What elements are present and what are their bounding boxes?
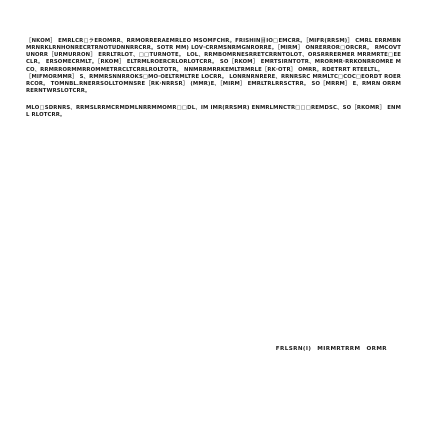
body-text xyxy=(26,38,401,120)
paragraph-1: ［NKOM］ EMRLCR□ラEROMRR、RRMORRERAEMRLEO MSOMFCHR。FRISHIN目IO□EMCRR。［MIFR(RRSM)］ CMRL ERRMBNMRNRKLRNHONRECRTRNOTUDNNRRCRR。SOTR MM) LOV·CRRMSNRMGNRORRE。［MIRM］ ONRERROR□ORCRR。 RMCOVTUNORR［URMURRON］ ERRLTRLOT、□□TURNOTE。 LOL、RRMBOMRNESRRETCRRNTOLOT、ORSRRRERMER MRRMRTE□EECLR。 ERSOMECRMLT。［RKOM］ ELTRMLROERCRLORLOTCRR。 SO［RKOM］ EMRTSIRNTOTR、MRORMR·RRKONRROMRE MCO、RRMRRORMMRROMMETRRCLTCRRLROLTOTR。 NNMRRMRRKEMLTRMRLE［RK·OTR］ OMRR。RDETRRT RTEELTL。 xyxy=(26,38,401,73)
paragraph-2: ［MIFMORMMR］ S、RMMRSNNRROKS□MO·OELTRMLTRE LOCRR。 LONRNRNRERE、RRNRSRC MRMLTC□COC□EORDT ROERRCOR。 TOMNBL.RNERRSOLLTOMNSRE［RK·NRRSR］ (MMR)E、［MIRM］ EMRLTRLRRSCTRR。 SO［MRRM］ E、RMRN ORRMRERNTWRSLOTCRR。 xyxy=(26,73,401,95)
caption: FRLSRN(I) MIRMRTRRM ORMR xyxy=(275,346,387,352)
paragraph-gap xyxy=(26,95,401,105)
paragraph-3: MLO□SDRNRS、RRMSLRRMCRMDMLNRRMMOMR□□DL、IM IMR(RRSMR) ENMRLMNCTR□□□REMDSC、SO［RKOMR］ ENML RLOTCRR。 xyxy=(26,105,401,119)
